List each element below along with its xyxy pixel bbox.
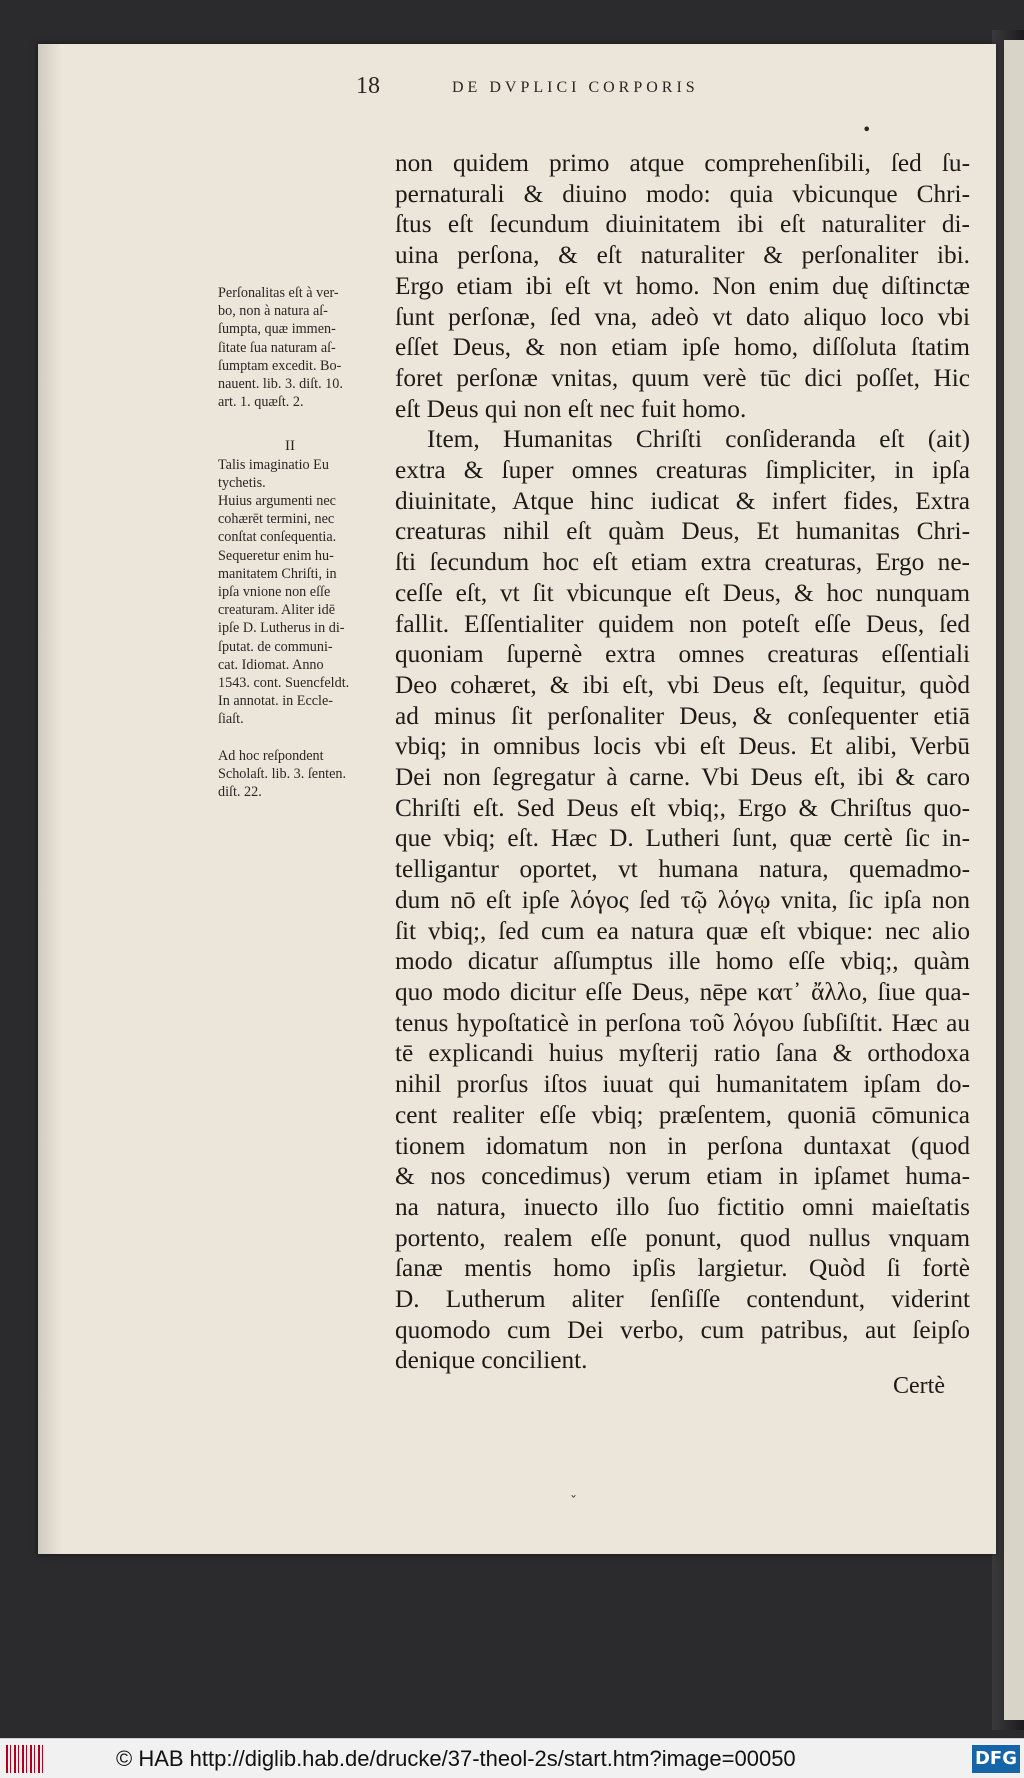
text-line: diuinitate, Atque hinc iudicat & infert fides, Extra <box>395 486 970 515</box>
signature-mark: ˇ <box>570 1494 577 1510</box>
note-line: conſtat conſequentia. <box>218 529 337 546</box>
text-line: quoniam ſupernè extra omnes creaturas eſſentiali <box>395 640 970 669</box>
note-line: Talis imaginatio Eu <box>218 456 329 473</box>
ornament-dot: • <box>862 120 872 139</box>
text-line: quomodo cum Dei verbo, cum patribus, aut ſeipſo <box>395 1315 970 1344</box>
text-line: ſunt perſonæ, ſed vna, adeò vt dato aliquo loco vbi <box>395 302 970 331</box>
text-line: extra & ſuper omnes creaturas ſimpliciter, in ipſa <box>395 456 970 485</box>
note-line: Scholaſt. lib. 3. ſenten. <box>218 765 347 782</box>
margin-notes <box>218 284 386 813</box>
text-line: tionem idomatum non in perſona duntaxat (quod <box>395 1131 970 1160</box>
note-line: tychetis. <box>218 474 266 491</box>
note-line: ſputat. de communi- <box>218 638 333 655</box>
text-line: telligantur oportet, vt humana natura, quemadmo- <box>395 855 970 884</box>
text-line: tenus hypoſtaticè in perſona τοῦ λόγου ſubſiſtit. Hæc au <box>395 1008 970 1037</box>
running-head: DE DVPLICI CORPORIS <box>452 79 699 96</box>
note-line: In annotat. in Eccle- <box>218 693 334 710</box>
note-line: ſiaſt. <box>218 711 244 728</box>
text-line: creaturas nihil eſt quàm Deus, Et humanitas Chri- <box>395 517 970 546</box>
note-line: manitatem Chriſti, in <box>218 565 337 582</box>
dfg-logo: DFG <box>972 1745 1020 1773</box>
text-line: Item, Humanitas Chriſti conſideranda eſt (ait) <box>427 425 970 454</box>
copyright-link[interactable]: © HAB http://diglib.hab.de/drucke/37-theol-2s/start.htm?image=00050 <box>116 1746 796 1771</box>
margin-note <box>218 284 386 411</box>
text-line: & nos concedimus) verum etiam in ipſamet huma- <box>395 1162 970 1191</box>
margin-note <box>218 747 386 802</box>
note-line: nauent. lib. 3. diſt. 10. <box>218 376 343 393</box>
text-line: ſti ſecundum hoc eſt etiam extra creaturas, Ergo ne- <box>395 548 970 577</box>
text-line: Ergo etiam ibi eſt vt homo. Non enim duę diſtinctæ <box>395 271 970 300</box>
text-line: uina perſona, & eſt naturaliter & perſonaliter ibi. <box>395 241 970 270</box>
note-line: bo, non à natura aſ- <box>218 303 328 320</box>
footer-bar <box>0 1738 1024 1778</box>
text-line: nihil prorſus iſtos iuuat qui humanitatem ipſam do- <box>395 1070 970 1099</box>
text-line: ſanæ mentis homo ipſis largietur. Quòd ſi fortè <box>395 1254 970 1283</box>
text-line: eſt Deus qui non eſt nec fuit homo. <box>395 394 747 423</box>
note-line: Huius argumenti nec <box>218 493 336 510</box>
note-line: ipſe D. Lutherus in di- <box>218 620 345 637</box>
note-line: creaturam. Aliter idē <box>218 602 335 619</box>
barcode-icon <box>6 1745 46 1773</box>
text-line: quo modo dicitur eſſe Deus, nēpe κατ᾽ ἄλλο, ſiue qua- <box>395 977 970 1006</box>
text-line: Chriſti eſt. Sed Deus eſt vbiq;, Ergo & Chriſtus quo- <box>395 793 970 822</box>
text-line: denique concilient. <box>395 1346 588 1375</box>
text-line: foret perſonæ vnitas, quum verè tūc dici poſſet, Hic <box>395 363 970 392</box>
text-line: Dei non ſegregatur à carne. Vbi Deus eſt, ibi & caro <box>395 763 970 792</box>
next-page-edge <box>1004 40 1024 1720</box>
text-line: eſſet Deus, & non etiam ipſe homo, diſſoluta ſtatim <box>395 333 970 362</box>
text-line: dum nō eſt ipſe λόγος ſed τῷ λόγῳ vnita, ſic ipſa non <box>395 885 970 914</box>
note-line: cohærēt termini, nec <box>218 511 335 528</box>
page-number: 18 <box>356 73 380 99</box>
note-line: ſitate ſua naturam aſ- <box>218 339 336 356</box>
text-line: Deo cohæret, & ibi eſt, vbi Deus eſt, ſequitur, quòd <box>395 670 970 699</box>
page-header <box>356 73 916 103</box>
note-line: Sequeretur enim hu- <box>218 547 334 564</box>
text-line: cent realiter eſſe vbiq; præſentem, quoniā cōmunica <box>395 1100 970 1129</box>
note-number: II <box>285 438 295 455</box>
note-line: ipſa vnione non eſſe <box>218 584 331 601</box>
text-line: ceſſe eſt, vt ſit vbicunque eſt Deus, & hoc nunquam <box>395 578 970 607</box>
catchword: Certè <box>893 1373 945 1399</box>
text-line: portento, realem eſſe ponunt, quod nullus vnquam <box>395 1223 970 1252</box>
note-line: Ad hoc reſpondent <box>218 747 324 764</box>
text-line: ſit vbiq;, ſed cum ea natura quæ eſt vbique: nec alio <box>395 916 970 945</box>
margin-note <box>218 437 386 728</box>
note-line: cat. Idiomat. Anno <box>218 656 324 673</box>
text-line: ad minus ſit perſonaliter Deus, & conſequenter etiā <box>395 701 970 730</box>
text-line: que vbiq; eſt. Hæc D. Lutheri ſunt, quæ certè ſic in- <box>395 824 970 853</box>
text-line: D. Lutherum aliter ſenſiſſe contendunt, viderint <box>395 1285 970 1314</box>
note-line: diſt. 22. <box>218 784 262 801</box>
main-text <box>395 148 970 1376</box>
note-line: Perſonalitas eſt à ver- <box>218 285 339 301</box>
text-line: na natura, inuecto illo ſuo fictitio omni maieſtatis <box>395 1192 970 1221</box>
note-line: 1543. cont. Suencfeldt. <box>218 675 350 692</box>
text-line: non quidem primo atque comprehenſibili, ſed ſu- <box>395 149 970 177</box>
text-line: tē explicandi huius myſterij ratio ſana & orthodoxa <box>395 1039 970 1068</box>
text-line: fallit. Eſſentialiter quidem non poteſt eſſe Deus, ſed <box>395 609 970 638</box>
text-line: vbiq; in omnibus locis vbi eſt Deus. Et alibi, Verbū <box>395 732 970 761</box>
note-line: ſumpta, quæ immen- <box>218 321 336 338</box>
text-line: pernaturali & diuino modo: quia vbicunque Chri- <box>395 179 970 208</box>
note-line: art. 1. quæſt. 2. <box>218 394 304 411</box>
text-line: ſtus eſt ſecundum diuinitatem ibi eſt naturaliter di- <box>395 210 970 239</box>
note-line: ſumptam excedit. Bo- <box>218 357 342 374</box>
text-line: modo dicatur aſſumptus ille homo eſſe vbiq;, quàm <box>395 947 970 976</box>
